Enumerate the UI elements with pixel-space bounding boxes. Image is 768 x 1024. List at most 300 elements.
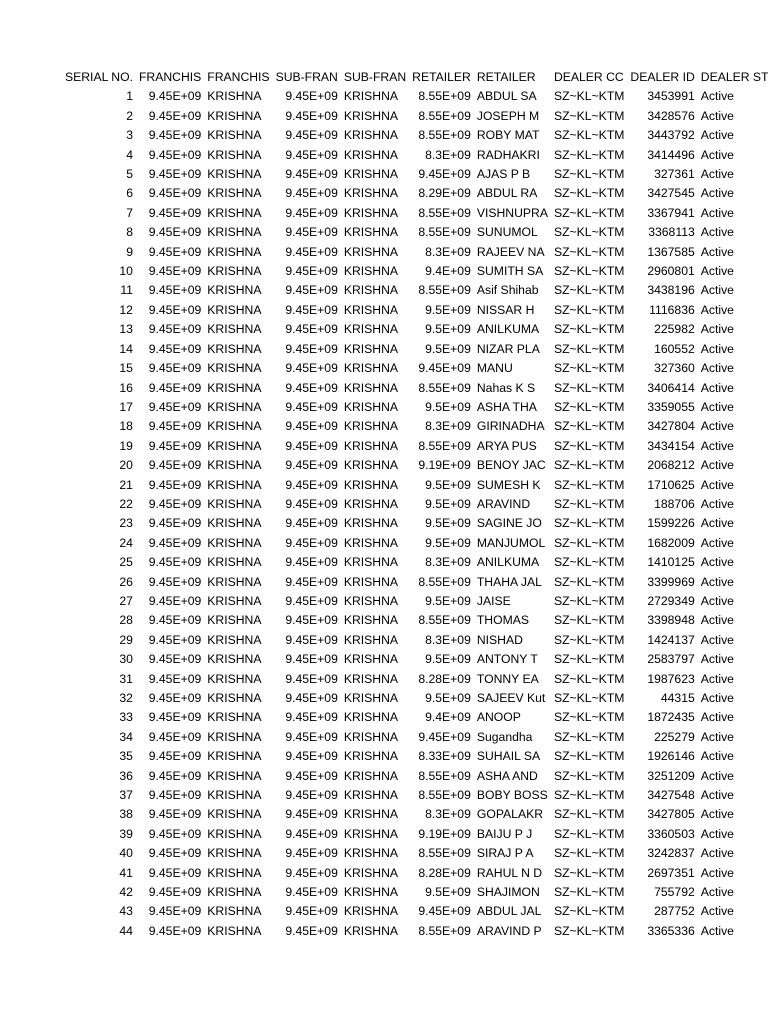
cell-franchise-name: KRISHNA — [207, 632, 262, 647]
cell-sub-franchise-name: KRISHNA — [343, 399, 399, 414]
cell-sub-franchise-number: 9.45E+09 — [285, 691, 338, 705]
cell-sub-franchise-number: 9.45E+09 — [285, 768, 338, 783]
cell-dealer-code: SZ~KL~KTM — [553, 399, 625, 414]
cell-dealer-id: 3242837 — [647, 846, 695, 861]
cell-retailer-name: ANTONY T — [476, 652, 538, 667]
cell-dealer-status: Active — [700, 807, 734, 822]
cell-sub-franchise-number: 9.45E+09 — [285, 458, 338, 473]
cell-dealer-id: 3367941 — [647, 205, 695, 220]
cell-dealer-id: 3360503 — [647, 826, 695, 841]
table-row — [62, 805, 768, 824]
cell-franchise-number: 9.45E+09 — [148, 729, 202, 744]
cell-dealer-id: 327360 — [654, 361, 695, 376]
table-row — [62, 689, 768, 708]
cell-serial-no: 19 — [119, 438, 133, 453]
cell-sub-franchise-number: 9.45E+09 — [285, 341, 338, 356]
table-row — [62, 146, 768, 165]
cell-dealer-status: Active — [700, 361, 734, 376]
cell-dealer-id: 1987623 — [647, 671, 695, 686]
cell-franchise-name: KRISHNA — [207, 555, 262, 570]
cell-sub-franchise-name: KRISHNA — [343, 264, 399, 279]
cell-dealer-status: Active — [700, 691, 734, 705]
cell-sub-franchise-number: 9.45E+09 — [285, 399, 338, 414]
cell-sub-franchise-number: 9.45E+09 — [285, 865, 338, 880]
cell-sub-franchise-number: 9.45E+09 — [285, 147, 338, 162]
cell-retailer-number: 8.29E+09 — [418, 186, 471, 201]
cell-retailer-number: 8.55E+09 — [418, 613, 471, 628]
cell-sub-franchise-number: 9.45E+09 — [285, 186, 338, 201]
cell-dealer-code: SZ~KL~KTM — [553, 516, 625, 531]
cell-serial-no: 22 — [119, 496, 133, 511]
cell-dealer-id: 1367585 — [647, 244, 695, 259]
table-row — [62, 495, 768, 514]
cell-dealer-id: 2697351 — [647, 865, 695, 880]
cell-franchise-number: 9.45E+09 — [148, 885, 202, 900]
cell-dealer-code: SZ~KL~KTM — [553, 691, 625, 705]
cell-dealer-code: SZ~KL~KTM — [553, 167, 625, 182]
cell-retailer-number: 9.19E+09 — [418, 826, 471, 841]
cell-sub-franchise-name: KRISHNA — [343, 361, 399, 376]
cell-sub-franchise-number: 9.45E+09 — [285, 283, 338, 298]
cell-retailer-name: JOSEPH M — [476, 108, 540, 123]
cell-franchise-number: 9.45E+09 — [148, 186, 202, 201]
cell-franchise-name: KRISHNA — [207, 108, 262, 123]
cell-serial-no: 21 — [119, 477, 133, 492]
cell-sub-franchise-name: KRISHNA — [343, 710, 399, 725]
cell-franchise-name: KRISHNA — [207, 167, 262, 182]
cell-dealer-code: SZ~KL~KTM — [553, 108, 625, 123]
cell-dealer-status: Active — [700, 632, 734, 647]
cell-serial-no: 25 — [119, 555, 133, 570]
cell-franchise-name: KRISHNA — [207, 516, 262, 531]
cell-dealer-status: Active — [700, 749, 734, 764]
cell-dealer-id: 1599226 — [647, 516, 695, 531]
cell-sub-franchise-number: 9.45E+09 — [285, 826, 338, 841]
cell-sub-franchise-number: 9.45E+09 — [285, 419, 338, 434]
cell-retailer-name: SUMESH K — [476, 477, 541, 492]
cell-retailer-number: 9.5E+09 — [425, 885, 471, 900]
cell-sub-franchise-number: 9.45E+09 — [285, 904, 338, 919]
cell-retailer-name: BENOY JAC — [476, 458, 546, 473]
cell-dealer-status: Active — [700, 593, 734, 608]
cell-dealer-status: Active — [700, 458, 734, 473]
cell-sub-franchise-number: 9.45E+09 — [285, 632, 338, 647]
cell-retailer-number: 8.55E+09 — [418, 283, 471, 298]
cell-serial-no: 5 — [126, 167, 133, 182]
cell-dealer-code: SZ~KL~KTM — [553, 613, 625, 628]
cell-franchise-name: KRISHNA — [207, 923, 262, 938]
cell-dealer-id: 3453991 — [647, 89, 695, 104]
cell-dealer-id: 1682009 — [647, 535, 695, 550]
cell-retailer-name: GIRINADHA — [476, 419, 545, 434]
cell-sub-franchise-number: 9.45E+09 — [285, 729, 338, 744]
cell-dealer-id: 287752 — [654, 904, 695, 919]
cell-franchise-number: 9.45E+09 — [148, 438, 202, 453]
cell-sub-franchise-name: KRISHNA — [343, 283, 399, 298]
cell-franchise-number: 9.45E+09 — [148, 516, 202, 531]
cell-dealer-code: SZ~KL~KTM — [553, 632, 625, 647]
cell-dealer-status: Active — [700, 419, 734, 434]
cell-dealer-status: Active — [700, 438, 734, 453]
cell-franchise-number: 9.45E+09 — [148, 108, 202, 123]
cell-serial-no: 28 — [119, 613, 133, 628]
table-row — [62, 631, 768, 650]
cell-retailer-name: SHAJIMON — [476, 885, 540, 900]
table-row — [62, 553, 768, 572]
cell-franchise-name: KRISHNA — [207, 846, 262, 861]
cell-dealer-id: 3427548 — [647, 788, 695, 803]
cell-sub-franchise-name: KRISHNA — [343, 341, 399, 356]
cell-sub-franchise-name: KRISHNA — [343, 671, 399, 686]
cell-sub-franchise-name: KRISHNA — [343, 632, 399, 647]
cell-sub-franchise-name: KRISHNA — [343, 885, 399, 900]
cell-franchise-number: 9.45E+09 — [148, 380, 202, 395]
table-row — [62, 340, 768, 359]
cell-dealer-id: 1710625 — [647, 477, 695, 492]
cell-franchise-name: KRISHNA — [207, 885, 262, 900]
cell-retailer-number: 8.55E+09 — [418, 788, 471, 803]
cell-franchise-number: 9.45E+09 — [148, 632, 202, 647]
table-row — [62, 359, 768, 378]
cell-dealer-id: 1116836 — [649, 302, 695, 317]
cell-retailer-name: ARYA PUS — [476, 438, 537, 453]
table-row — [62, 456, 768, 475]
cell-franchise-number: 9.45E+09 — [148, 749, 202, 764]
cell-sub-franchise-number: 9.45E+09 — [285, 535, 338, 550]
cell-sub-franchise-name: KRISHNA — [343, 923, 399, 938]
cell-serial-no: 10 — [119, 264, 133, 279]
cell-dealer-code: SZ~KL~KTM — [553, 244, 625, 259]
header-retailer-2: RETAILER — [476, 70, 536, 84]
cell-serial-no: 30 — [119, 652, 133, 667]
cell-serial-no: 14 — [119, 341, 133, 356]
cell-sub-franchise-name: KRISHNA — [343, 904, 399, 919]
cell-retailer-number: 9.5E+09 — [425, 302, 471, 317]
cell-sub-franchise-name: KRISHNA — [343, 788, 399, 803]
cell-serial-no: 31 — [119, 671, 133, 686]
cell-dealer-id: 3398948 — [647, 613, 695, 628]
cell-franchise-number: 9.45E+09 — [148, 593, 202, 608]
cell-dealer-status: Active — [700, 613, 734, 628]
cell-franchise-name: KRISHNA — [207, 438, 262, 453]
table-row — [62, 786, 768, 805]
cell-sub-franchise-name: KRISHNA — [343, 807, 399, 822]
cell-franchise-number: 9.45E+09 — [148, 807, 202, 822]
cell-dealer-code: SZ~KL~KTM — [553, 923, 625, 938]
cell-dealer-id: 3365336 — [647, 923, 695, 938]
cell-serial-no: 37 — [119, 788, 133, 803]
cell-sub-franchise-name: KRISHNA — [343, 225, 399, 240]
cell-franchise-name: KRISHNA — [207, 904, 262, 919]
cell-sub-franchise-number: 9.45E+09 — [285, 885, 338, 900]
cell-dealer-status: Active — [700, 225, 734, 240]
cell-sub-franchise-number: 9.45E+09 — [285, 225, 338, 240]
cell-retailer-name: ANILKUMA — [476, 555, 540, 570]
spreadsheet — [62, 68, 768, 941]
table-row — [62, 184, 768, 203]
cell-franchise-number: 9.45E+09 — [148, 419, 202, 434]
cell-retailer-name: ANILKUMA — [476, 322, 540, 337]
cell-retailer-name: AJAS P B — [476, 167, 531, 182]
cell-dealer-code: SZ~KL~KTM — [553, 826, 625, 841]
cell-retailer-number: 8.55E+09 — [418, 205, 471, 220]
header-sub-franchise-1: SUB-FRAN — [275, 70, 338, 84]
cell-dealer-code: SZ~KL~KTM — [553, 768, 625, 783]
cell-dealer-id: 3368113 — [648, 225, 695, 240]
table-row — [62, 902, 768, 921]
cell-retailer-number: 8.55E+09 — [418, 923, 471, 938]
cell-retailer-number: 8.55E+09 — [418, 846, 471, 861]
cell-retailer-name: THAHA JAL — [476, 574, 542, 589]
cell-franchise-number: 9.45E+09 — [148, 147, 202, 162]
cell-retailer-name: RADHAKRI — [476, 147, 540, 162]
cell-sub-franchise-number: 9.45E+09 — [285, 593, 338, 608]
cell-retailer-name: Asif Shihab — [476, 283, 539, 298]
cell-sub-franchise-number: 9.45E+09 — [285, 555, 338, 570]
cell-retailer-number: 8.55E+09 — [418, 380, 471, 395]
cell-franchise-name: KRISHNA — [207, 128, 262, 143]
cell-serial-no: 42 — [119, 885, 133, 900]
cell-serial-no: 16 — [119, 380, 133, 395]
table-row — [62, 728, 768, 747]
cell-dealer-code: SZ~KL~KTM — [553, 438, 625, 453]
cell-franchise-name: KRISHNA — [207, 807, 262, 822]
cell-sub-franchise-name: KRISHNA — [343, 691, 399, 705]
table-row — [62, 708, 768, 727]
cell-dealer-code: SZ~KL~KTM — [553, 729, 625, 744]
cell-retailer-name: SUNUMOL — [476, 225, 538, 240]
cell-sub-franchise-name: KRISHNA — [343, 419, 399, 434]
cell-sub-franchise-name: KRISHNA — [343, 865, 399, 880]
cell-franchise-number: 9.45E+09 — [148, 302, 202, 317]
cell-dealer-status: Active — [700, 768, 734, 783]
cell-dealer-status: Active — [700, 167, 734, 182]
cell-retailer-name: ABDUL SA — [476, 89, 537, 104]
cell-dealer-code: SZ~KL~KTM — [553, 128, 625, 143]
cell-retailer-name: ASHA THA — [476, 399, 537, 414]
cell-dealer-id: 3428576 — [647, 108, 695, 123]
cell-sub-franchise-number: 9.45E+09 — [285, 108, 338, 123]
header-sub-franchise-2: SUB-FRAN — [343, 70, 407, 84]
cell-franchise-name: KRISHNA — [207, 729, 262, 744]
cell-dealer-status: Active — [700, 904, 734, 919]
cell-franchise-name: KRISHNA — [207, 89, 262, 104]
table-row — [62, 379, 768, 398]
table-row — [62, 864, 768, 883]
cell-dealer-code: SZ~KL~KTM — [553, 186, 625, 201]
table-row — [62, 747, 768, 766]
cell-dealer-code: SZ~KL~KTM — [553, 264, 625, 279]
cell-retailer-number: 8.28E+09 — [418, 671, 471, 686]
cell-dealer-status: Active — [700, 205, 734, 220]
cell-sub-franchise-name: KRISHNA — [343, 846, 399, 861]
cell-franchise-name: KRISHNA — [207, 341, 262, 356]
cell-sub-franchise-number: 9.45E+09 — [285, 205, 338, 220]
cell-dealer-status: Active — [700, 885, 734, 900]
cell-franchise-name: KRISHNA — [207, 749, 262, 764]
cell-dealer-status: Active — [700, 186, 734, 201]
cell-dealer-id: 2960801 — [647, 264, 695, 279]
table-row — [62, 262, 768, 281]
cell-franchise-name: KRISHNA — [207, 768, 262, 783]
cell-dealer-code: SZ~KL~KTM — [553, 865, 625, 880]
cell-dealer-status: Active — [700, 574, 734, 589]
cell-retailer-name: SAGINE JO — [476, 516, 542, 531]
cell-dealer-id: 3443792 — [647, 128, 695, 143]
cell-retailer-name: MANJUMOL — [476, 535, 546, 550]
cell-retailer-name: ARAVIND P — [476, 923, 542, 938]
cell-sub-franchise-number: 9.45E+09 — [285, 244, 338, 259]
cell-serial-no: 3 — [126, 128, 133, 143]
cell-serial-no: 44 — [119, 923, 133, 938]
cell-franchise-name: KRISHNA — [207, 147, 262, 162]
cell-dealer-id: 2583797 — [647, 652, 695, 667]
cell-sub-franchise-name: KRISHNA — [343, 458, 399, 473]
cell-dealer-code: SZ~KL~KTM — [553, 749, 625, 764]
table-row — [62, 844, 768, 863]
cell-sub-franchise-name: KRISHNA — [343, 302, 399, 317]
cell-retailer-number: 8.55E+09 — [418, 768, 471, 783]
cell-franchise-number: 9.45E+09 — [148, 768, 202, 783]
cell-retailer-name: Sugandha — [476, 729, 533, 744]
cell-dealer-code: SZ~KL~KTM — [553, 341, 625, 356]
cell-franchise-number: 9.45E+09 — [148, 613, 202, 628]
cell-retailer-number: 9.19E+09 — [418, 458, 471, 473]
cell-dealer-code: SZ~KL~KTM — [553, 885, 625, 900]
cell-dealer-code: SZ~KL~KTM — [553, 496, 625, 511]
cell-dealer-status: Active — [700, 322, 734, 337]
cell-franchise-name: KRISHNA — [207, 477, 262, 492]
cell-sub-franchise-name: KRISHNA — [343, 322, 399, 337]
cell-franchise-name: KRISHNA — [207, 652, 262, 667]
cell-dealer-id: 327361 — [654, 167, 695, 182]
cell-dealer-status: Active — [700, 380, 734, 395]
cell-retailer-name: SUMITH SA — [476, 264, 544, 279]
cell-franchise-name: KRISHNA — [207, 496, 262, 511]
cell-dealer-code: SZ~KL~KTM — [553, 361, 625, 376]
cell-franchise-name: KRISHNA — [207, 380, 262, 395]
cell-sub-franchise-name: KRISHNA — [343, 555, 399, 570]
cell-dealer-id: 225279 — [654, 729, 695, 744]
cell-sub-franchise-number: 9.45E+09 — [285, 807, 338, 822]
table-row — [62, 650, 768, 669]
cell-franchise-number: 9.45E+09 — [148, 652, 202, 667]
cell-retailer-number: 9.5E+09 — [425, 516, 471, 531]
cell-dealer-status: Active — [700, 283, 734, 298]
cell-franchise-name: KRISHNA — [207, 691, 262, 705]
cell-dealer-code: SZ~KL~KTM — [553, 671, 625, 686]
cell-retailer-name: NISHAD — [476, 632, 523, 647]
cell-dealer-id: 3427805 — [647, 807, 695, 822]
cell-sub-franchise-number: 9.45E+09 — [285, 89, 338, 104]
cell-retailer-name: ARAVIND — [476, 496, 531, 511]
cell-dealer-status: Active — [700, 302, 734, 317]
cell-dealer-code: SZ~KL~KTM — [553, 593, 625, 608]
cell-serial-no: 9 — [126, 244, 133, 259]
cell-franchise-name: KRISHNA — [207, 535, 262, 550]
table-row — [62, 883, 768, 902]
cell-franchise-number: 9.45E+09 — [148, 574, 202, 589]
cell-franchise-number: 9.45E+09 — [148, 671, 202, 686]
cell-retailer-name: VISHNUPRA — [476, 205, 548, 220]
cell-franchise-number: 9.45E+09 — [148, 264, 202, 279]
cell-dealer-id: 3434154 — [647, 438, 695, 453]
cell-franchise-name: KRISHNA — [207, 458, 262, 473]
cell-retailer-name: SUHAIL SA — [476, 749, 541, 764]
cell-dealer-id: 1424137 — [647, 632, 695, 647]
cell-sub-franchise-number: 9.45E+09 — [285, 613, 338, 628]
cell-franchise-number: 9.45E+09 — [148, 555, 202, 570]
table-row — [62, 534, 768, 553]
cell-franchise-number: 9.45E+09 — [148, 826, 202, 841]
cell-dealer-code: SZ~KL~KTM — [553, 535, 625, 550]
cell-retailer-number: 8.3E+09 — [425, 807, 471, 822]
cell-dealer-code: SZ~KL~KTM — [553, 147, 625, 162]
cell-retailer-name: TONNY EA — [476, 671, 539, 686]
cell-retailer-number: 9.5E+09 — [425, 477, 471, 492]
cell-franchise-name: KRISHNA — [207, 322, 262, 337]
table-row — [62, 301, 768, 320]
cell-sub-franchise-name: KRISHNA — [343, 167, 399, 182]
table-body — [62, 87, 768, 941]
cell-sub-franchise-name: KRISHNA — [343, 574, 399, 589]
table-row — [62, 767, 768, 786]
cell-retailer-number: 9.5E+09 — [425, 399, 471, 414]
cell-dealer-status: Active — [700, 788, 734, 803]
cell-sub-franchise-number: 9.45E+09 — [285, 496, 338, 511]
cell-franchise-name: KRISHNA — [207, 361, 262, 376]
cell-dealer-code: SZ~KL~KTM — [553, 419, 625, 434]
cell-retailer-name: ASHA AND — [476, 768, 538, 783]
cell-franchise-number: 9.45E+09 — [148, 283, 202, 298]
cell-dealer-status: Active — [700, 147, 734, 162]
cell-retailer-name: NISSAR H — [476, 302, 535, 317]
cell-dealer-id: 1926146 — [647, 749, 695, 764]
cell-sub-franchise-number: 9.45E+09 — [285, 302, 338, 317]
cell-retailer-name: RAHUL N D — [476, 865, 543, 880]
header-row — [62, 68, 768, 87]
table-row — [62, 670, 768, 689]
table-row — [62, 320, 768, 339]
cell-serial-no: 29 — [119, 632, 133, 647]
cell-sub-franchise-number: 9.45E+09 — [285, 516, 338, 531]
cell-dealer-status: Active — [700, 399, 734, 414]
cell-serial-no: 38 — [119, 807, 133, 822]
cell-dealer-code: SZ~KL~KTM — [553, 807, 625, 822]
cell-franchise-number: 9.45E+09 — [148, 865, 202, 880]
cell-sub-franchise-name: KRISHNA — [343, 652, 399, 667]
cell-sub-franchise-name: KRISHNA — [343, 477, 399, 492]
cell-sub-franchise-name: KRISHNA — [343, 729, 399, 744]
cell-retailer-name: ANOOP — [476, 710, 521, 725]
cell-retailer-number: 9.5E+09 — [425, 496, 471, 511]
cell-sub-franchise-name: KRISHNA — [343, 826, 399, 841]
cell-sub-franchise-name: KRISHNA — [343, 768, 399, 783]
table-row — [62, 204, 768, 223]
cell-dealer-status: Active — [700, 477, 734, 492]
cell-franchise-number: 9.45E+09 — [148, 846, 202, 861]
cell-dealer-id: 1872435 — [647, 710, 695, 725]
cell-serial-no: 13 — [119, 322, 133, 337]
cell-franchise-number: 9.45E+09 — [148, 788, 202, 803]
cell-franchise-number: 9.45E+09 — [148, 399, 202, 414]
cell-dealer-status: Active — [700, 671, 734, 686]
cell-franchise-name: KRISHNA — [207, 826, 262, 841]
cell-franchise-name: KRISHNA — [207, 671, 262, 686]
cell-franchise-number: 9.45E+09 — [148, 89, 202, 104]
cell-serial-no: 4 — [126, 147, 133, 162]
cell-retailer-name: BAIJU P J — [476, 826, 533, 841]
